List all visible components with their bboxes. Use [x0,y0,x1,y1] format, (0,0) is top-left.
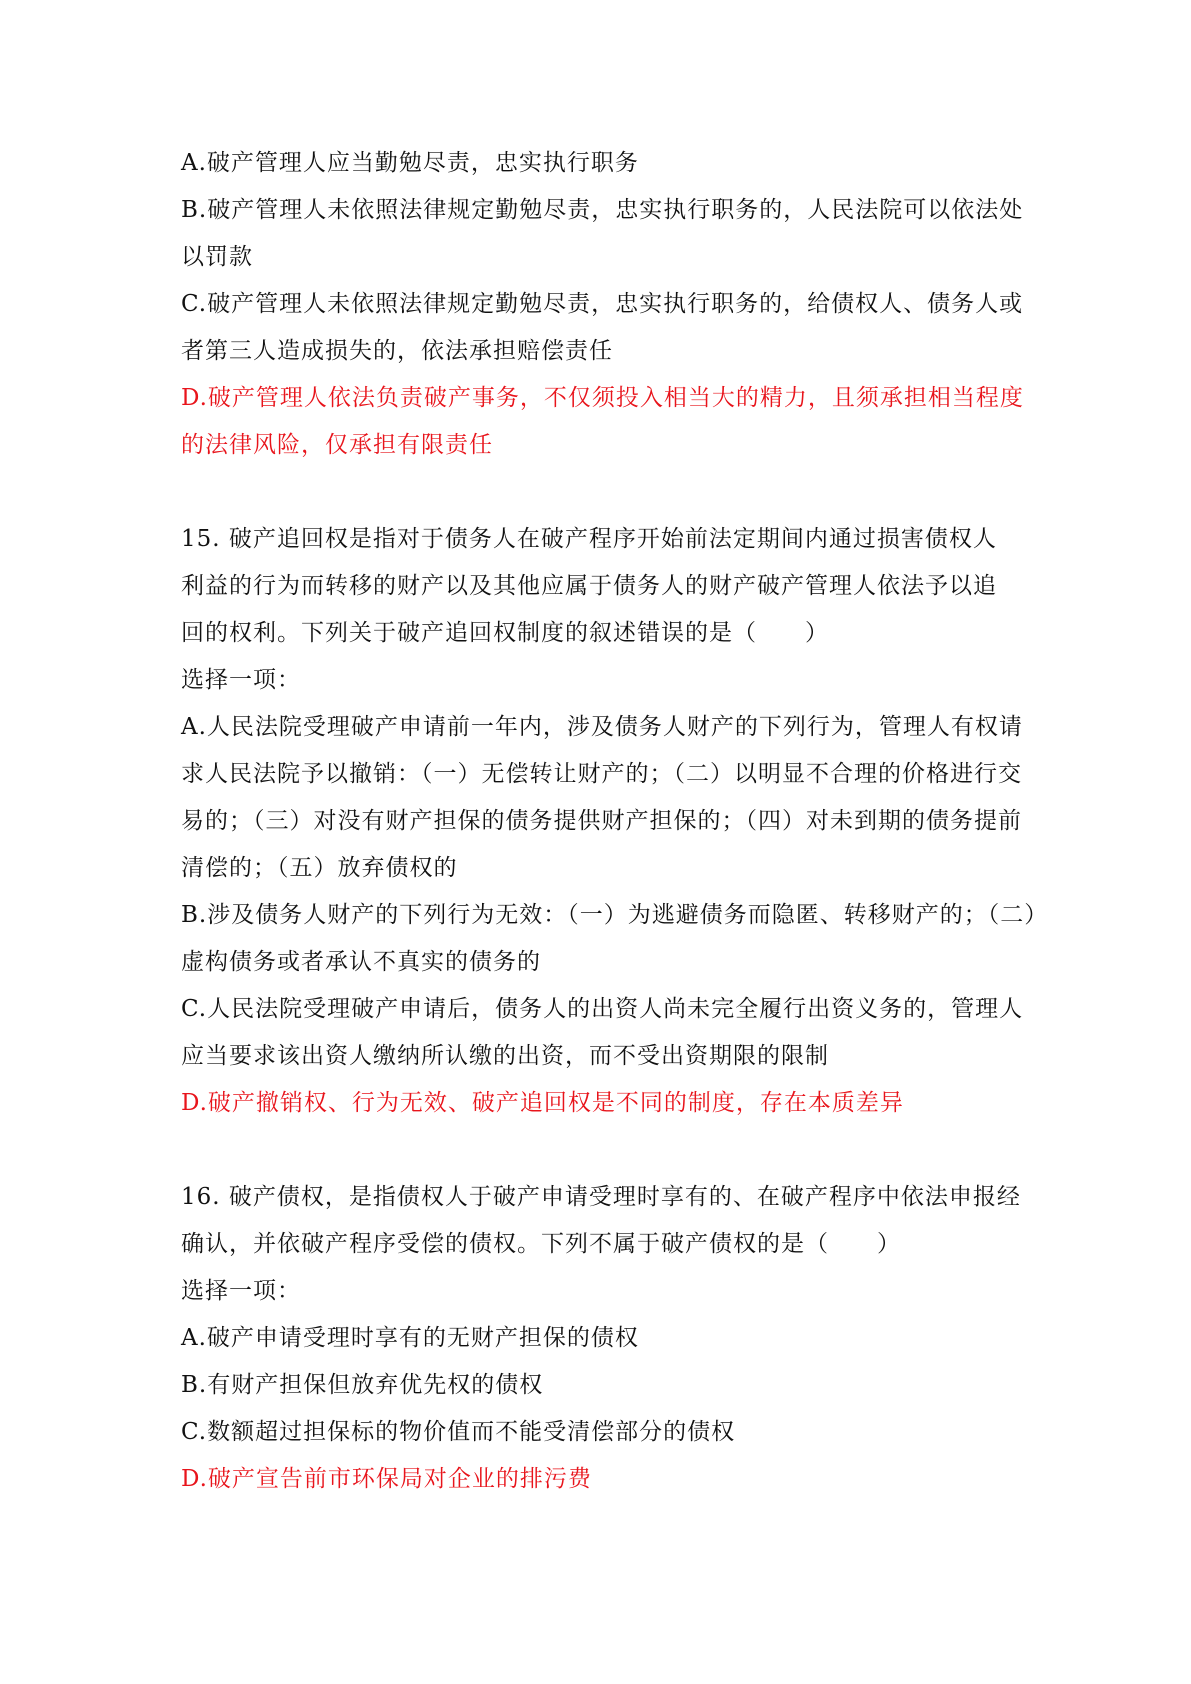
text-line: 应当要求该出资人缴纳所认缴的出资，而不受出资期限的限制 [181,1043,829,1069]
q16-question [181,1174,1021,1268]
text-line: 易的；（三）对没有财产担保的债务提供财产担保的；（四）对未到期的债务提前 [181,808,1022,834]
text-line: C.人民法院受理破产申请后，债务人的出资人尚未完全履行出资义务的，管理人 [181,996,1024,1022]
q15-option-b [181,892,1049,986]
text-line: D.破产管理人依法负责破产事务，不仅须投入相当大的精力，且须承担相当程度 [181,385,1024,411]
q16-option-a [181,1315,1021,1362]
text-line: 清偿的；（五）放弃债权的 [181,855,458,881]
text-line: 回的权利。下列关于破产追回权制度的叙述错误的是（ ） [181,620,829,646]
q14-option-d-correct-answer [181,375,1024,469]
text-line: D.破产宣告前市环保局对企业的排污费 [181,1466,592,1492]
text-line: 利益的行为而转移的财产以及其他应属于债务人的财产破产管理人依法予以追 [181,573,997,599]
q15-option-c [181,986,1024,1080]
q15-option-a [181,704,1021,892]
q14-option-b [181,187,1024,281]
text-line: 16. 破产债权，是指债权人于破产申请受理时享有的、在破产程序中依法申报经 [181,1184,1021,1210]
q16-option-b [181,1362,1021,1409]
text-line: C.破产管理人未依照法律规定勤勉尽责，忠实执行职务的，给债权人、债务人或 [181,291,1024,317]
q15-instruction: 选择一项： [181,667,301,693]
document-page [181,140,1049,1503]
spacer [181,1127,1021,1174]
text-line: D.破产撤销权、行为无效、破产追回权是不同的制度，存在本质差异 [181,1090,904,1116]
text-line: 求人民法院予以撤销：（一）无偿转让财产的；（二）以明显不合理的价格进行交 [181,761,1022,787]
q15-option-d-correct-answer [181,1080,1021,1127]
text-line: 者第三人造成损失的，依法承担赔偿责任 [181,338,613,364]
text-line: C.数额超过担保标的物价值而不能受清偿部分的债权 [181,1419,736,1445]
q14-option-a [181,140,1021,187]
text-line: B.破产管理人未依照法律规定勤勉尽责，忠实执行职务的，人民法院可以依法处 [181,197,1024,223]
text-line: A.破产申请受理时享有的无财产担保的债权 [181,1325,639,1351]
q16-instruction: 选择一项： [181,1278,301,1304]
text-line: 15. 破产追回权是指对于债务人在破产程序开始前法定期间内通过损害债权人 [181,526,997,552]
q15-question [181,516,1021,657]
text-line: B.有财产担保但放弃优先权的债权 [181,1372,544,1398]
text-line: B.涉及债务人财产的下列行为无效：（一）为逃避债务而隐匿、转移财产的；（二） [181,902,1049,928]
q14-option-c [181,281,1024,375]
spacer [181,469,1021,516]
text-line: A.人民法院受理破产申请前一年内，涉及债务人财产的下列行为，管理人有权请 [181,714,1023,740]
text-line: A.破产管理人应当勤勉尽责，忠实执行职务 [181,150,639,176]
text-line: 虚构债务或者承认不真实的债务的 [181,949,541,975]
text-line: 的法律风险，仅承担有限责任 [181,432,493,458]
text-line: 以罚款 [181,244,253,270]
q16-option-d-correct-answer [181,1456,1021,1503]
q16-option-c [181,1409,1021,1456]
text-line: 确认，并依破产程序受偿的债权。下列不属于破产债权的是（ ） [181,1231,901,1257]
